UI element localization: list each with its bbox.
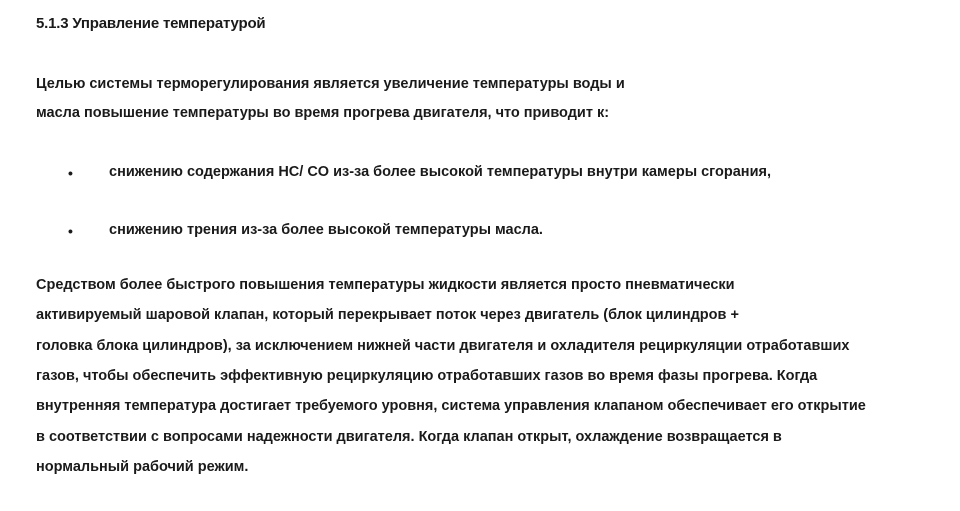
body-line-3: головка блока цилиндров), за исключением нижней части двигателя и охладителя рециркуляции отработавших — [36, 338, 850, 354]
body-line-6: в соответствии с вопросами надежности двигателя. Когда клапан открыт, охлаждение возвращается в — [36, 429, 782, 445]
section-title: 5.1.3 Управление температурой — [36, 15, 266, 32]
intro-line-1: Целью системы терморегулирования является увеличение температуры воды и — [36, 76, 625, 92]
bullet-marker: • — [68, 223, 73, 239]
body-line-1: Средством более быстрого повышения температуры жидкости является просто пневматически — [36, 277, 735, 293]
body-line-5: внутренняя температура достигает требуемого уровня, система управления клапаном обеспечивает его открытие — [36, 398, 866, 414]
bullet-text-1: снижению содержания HC/ CO из-за более высокой температуры внутри камеры сгорания, — [109, 164, 771, 180]
intro-line-2: масла повышение температуры во время прогрева двигателя, что приводит к: — [36, 105, 610, 121]
bullet-marker: • — [68, 165, 73, 181]
body-line-4: газов, чтобы обеспечить эффективную рециркуляцию отработавших газов во время фазы прогрева. Когда — [36, 368, 818, 384]
body-line-7: нормальный рабочий режим. — [36, 459, 249, 475]
body-line-2: активируемый шаровой клапан, который перекрывает поток через двигатель (блок цилиндров + — [36, 307, 739, 323]
bullet-text-2: снижению трения из-за более высокой температуры масла. — [109, 222, 543, 238]
